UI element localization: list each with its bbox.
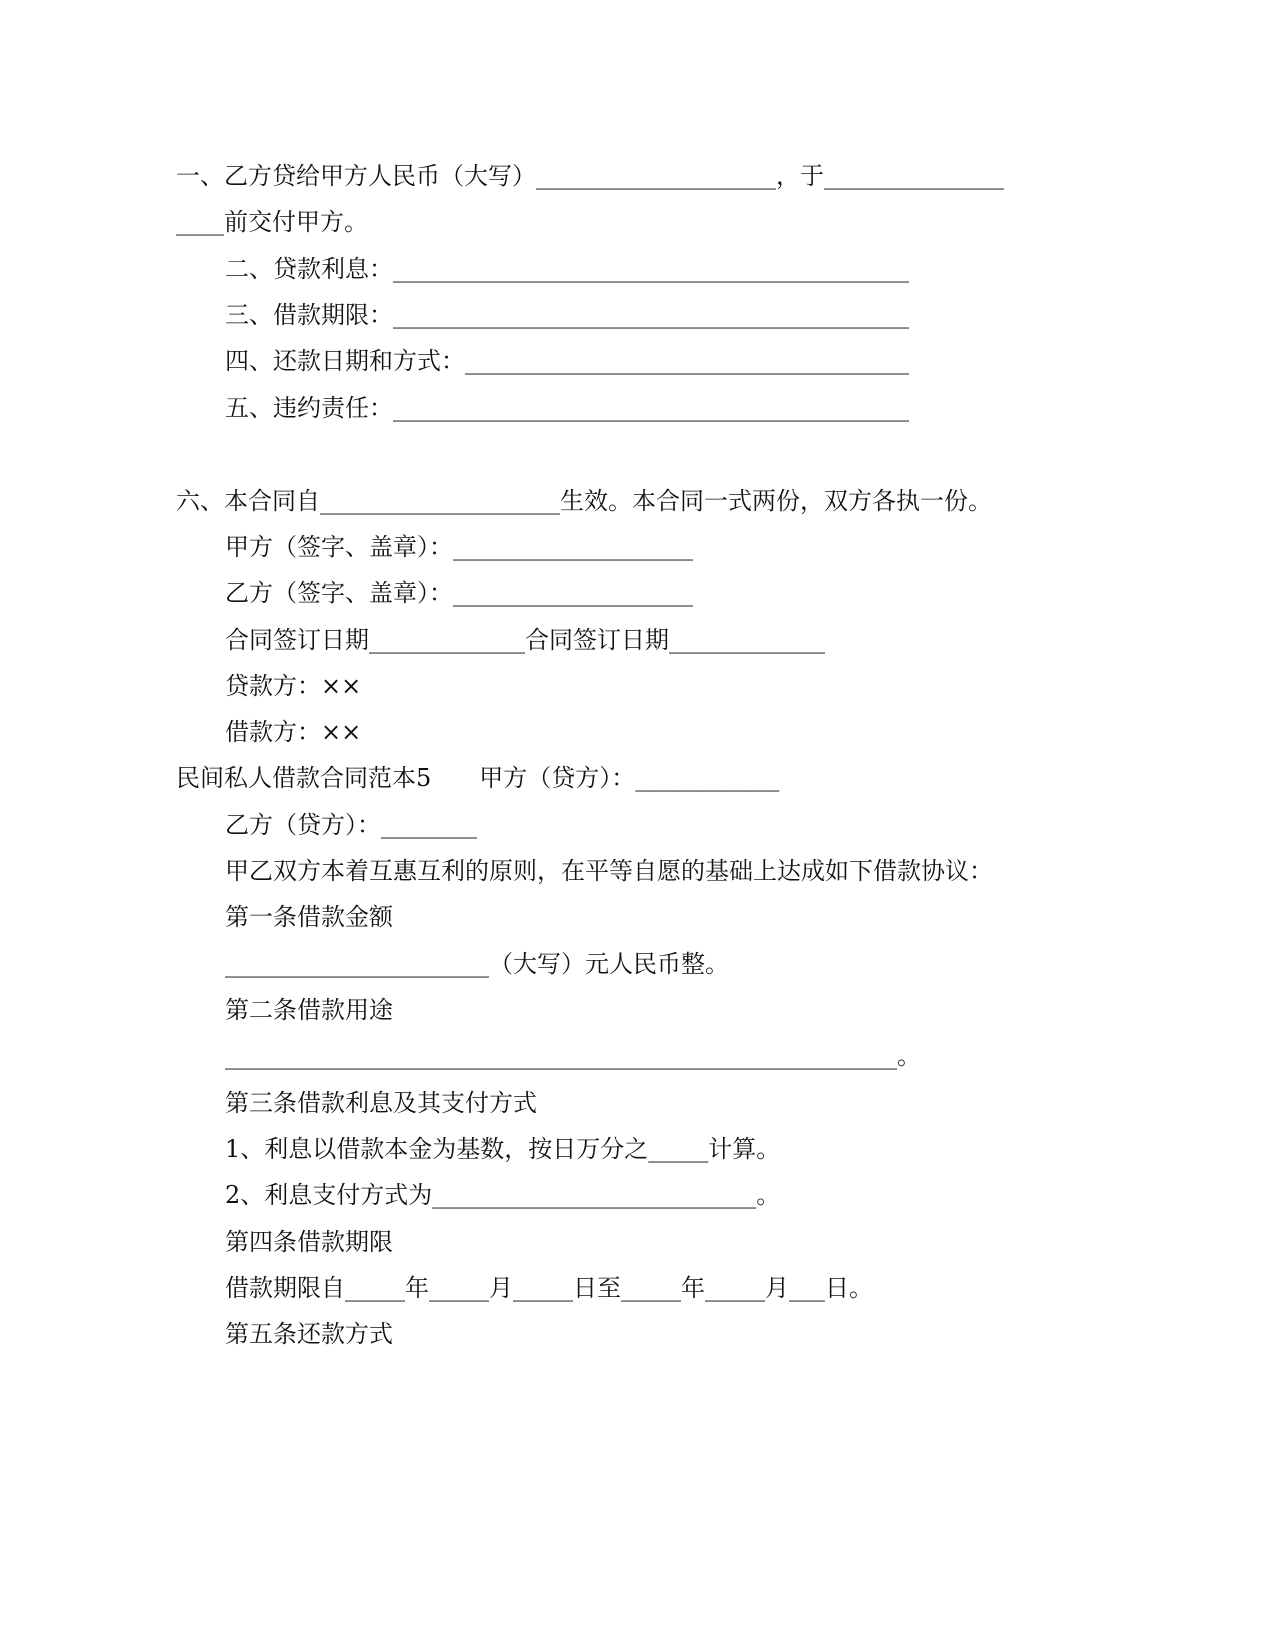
- template-title-party-a: 民间私人借款合同范本5 甲方（贷方）：____________: [176, 764, 780, 792]
- party-b-signature: 乙方（签字、盖章）：____________________: [225, 579, 693, 607]
- clause-4-repayment: 四、还款日期和方式：_____________________________________: [225, 347, 909, 375]
- article-3-item-2: 2、利息支付方式为___________________________。: [225, 1181, 781, 1209]
- article-4-heading: 第四条借款期限: [225, 1228, 393, 1256]
- article-2-heading: 第二条借款用途: [225, 996, 393, 1024]
- article-3-item-1: 1、利息以借款本金为基数，按日万分之_____计算。: [225, 1135, 781, 1163]
- party-b-line: 乙方（贷方）：________: [225, 811, 477, 839]
- signing-dates: 合同签订日期_____________合同签订日期_____________: [225, 626, 825, 654]
- clause-6-effective: 六、本合同自____________________生效。本合同一式两份，双方各执一份。: [176, 487, 992, 515]
- clause-5-breach: 五、违约责任：___________________________________________: [225, 394, 909, 422]
- article-2-purpose: ________________________________________________________。: [225, 1042, 921, 1070]
- clause-1-line-1: 一、乙方贷给甲方人民币（大写）____________________，于_______________: [176, 162, 1004, 190]
- party-a-signature: 甲方（签字、盖章）：____________________: [225, 533, 693, 561]
- lender-line: 贷款方：××: [225, 672, 362, 700]
- clause-3-term: 三、借款期限：___________________________________________: [225, 301, 909, 329]
- clause-2-interest: 二、贷款利息：___________________________________________: [225, 255, 909, 283]
- article-1-heading: 第一条借款金额: [225, 903, 393, 931]
- article-1-amount: ______________________（大写）元人民币整。: [225, 950, 729, 978]
- article-5-heading: 第五条还款方式: [225, 1320, 393, 1348]
- borrower-line: 借款方：××: [225, 718, 362, 746]
- article-3-heading: 第三条借款利息及其支付方式: [225, 1089, 537, 1117]
- article-4-term-dates: 借款期限自_____年_____月_____日至_____年_____月___日。: [225, 1274, 873, 1302]
- agreement-preamble: 甲乙双方本着互惠互利的原则，在平等自愿的基础上达成如下借款协议：: [225, 857, 993, 885]
- clause-1-line-2: ____前交付甲方。: [176, 208, 368, 236]
